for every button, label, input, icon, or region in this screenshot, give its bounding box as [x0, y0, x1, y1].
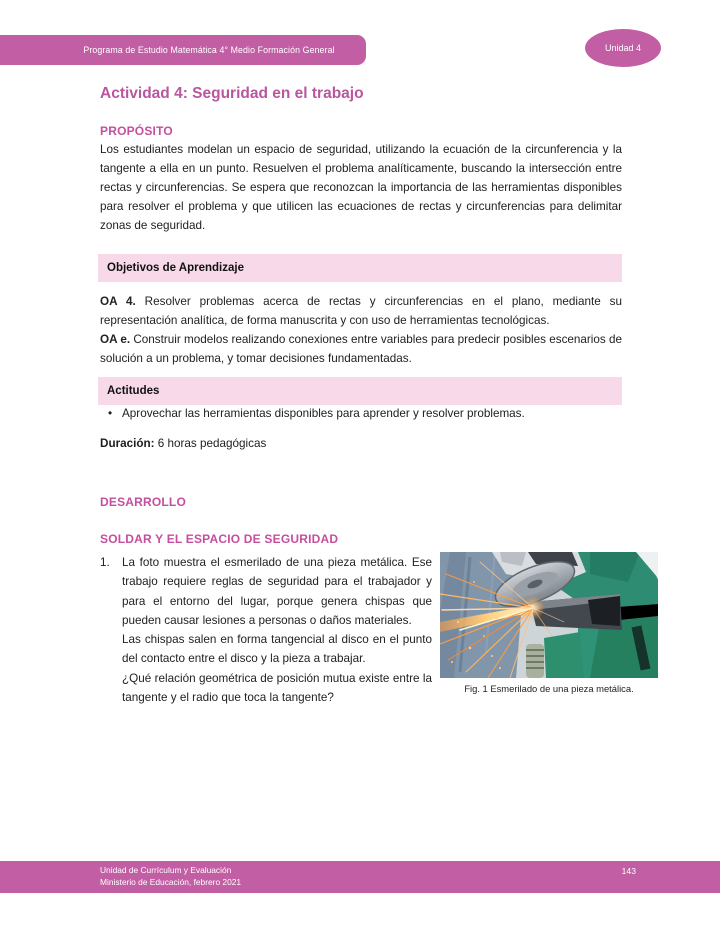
- oa4-prefix: OA 4.: [100, 295, 136, 308]
- footer-line-2: Ministerio de Educación, febrero 2021: [100, 876, 242, 887]
- actitudes-bullet-text: Aprovechar las herramientas disponibles para aprender y resolver problemas.: [122, 407, 525, 420]
- oa4-text: Resolver problemas acerca de rectas y circunferencias en el plano, mediante su representación analítica, de forma manuscrita y con uso de herramientas tecnológicas.: [100, 295, 622, 327]
- list-item-1: [100, 553, 432, 707]
- list-item-number: 1.: [100, 556, 110, 569]
- objetivos-heading: Objetivos de Aprendizaje: [107, 262, 244, 274]
- list-item-text: [122, 553, 432, 707]
- duration-label: Duración:: [100, 437, 155, 450]
- page-number: 143: [621, 866, 636, 876]
- unit-badge-label: Unidad 4: [604, 43, 642, 53]
- item1-paragraph-1: La foto muestra el esmerilado de una pieza metálica. Ese trabajo requiere reglas de seguridad para el trabajador y para el entorno del lugar, porque genera chispas que pueden causar lesiones a personas o daños materiales.: [122, 556, 432, 627]
- desarrollo-heading: DESARROLLO: [100, 495, 186, 509]
- duration-line: [100, 437, 622, 450]
- oae-text: Construir modelos realizando conexiones entre variables para predecir posibles escenarios de solución a un problema, y tomar decisiones fundamentadas.: [100, 332, 623, 365]
- program-header-label: Programa de Estudio Matemática 4° Medio Formación General: [83, 45, 335, 55]
- actitudes-bullet-item: [100, 405, 622, 424]
- proposito-paragraph: Los estudiantes modelan un espacio de seguridad, utilizando la ecuación de la circunferencia y la tangente a ella en un punto. Resuelven el problema analíticamente, buscando la intersección entre rectas y circunferencias. Se espera que reconozcan la importancia de las herramientas disponibles para resolver el problema y que utilicen las ecuaciones de rectas y circunferencias para delimitar zonas de seguridad.: [100, 143, 622, 232]
- activity-title: Actividad 4: Seguridad en el trabajo: [100, 85, 364, 102]
- actitudes-section-header: [98, 377, 622, 405]
- item1-paragraph-3: ¿Qué relación geométrica de posición mutua existe entre la tangente y el radio que toca la tangente?: [122, 671, 432, 705]
- footer-line-1: Unidad de Currículum y Evaluación: [100, 865, 232, 875]
- grinding-photo: [440, 552, 658, 678]
- oae-prefix: OA e.: [100, 332, 131, 346]
- actitudes-heading: Actitudes: [107, 385, 160, 397]
- duration-value: 6 horas pedagógicas: [154, 437, 267, 450]
- bullet-icon: •: [108, 407, 113, 420]
- item1-paragraph-2: Las chispas salen en forma tangencial al disco en el punto del contacto entre el disco y la pieza a trabajar.: [122, 633, 432, 666]
- activity-section-heading: SOLDAR Y EL ESPACIO DE SEGURIDAD: [100, 532, 339, 546]
- footer-banner: [0, 861, 720, 893]
- proposito-heading: PROPÓSITO: [100, 124, 173, 138]
- figure-caption: Fig. 1 Esmerilado de una pieza metálica.: [464, 683, 634, 694]
- objetivos-section-header: [98, 254, 622, 282]
- figure-1: [440, 552, 658, 694]
- objetivos-paragraph: [100, 293, 622, 369]
- footer-credits: [100, 865, 241, 888]
- program-header-banner: [0, 35, 366, 65]
- unit-badge: [585, 29, 661, 67]
